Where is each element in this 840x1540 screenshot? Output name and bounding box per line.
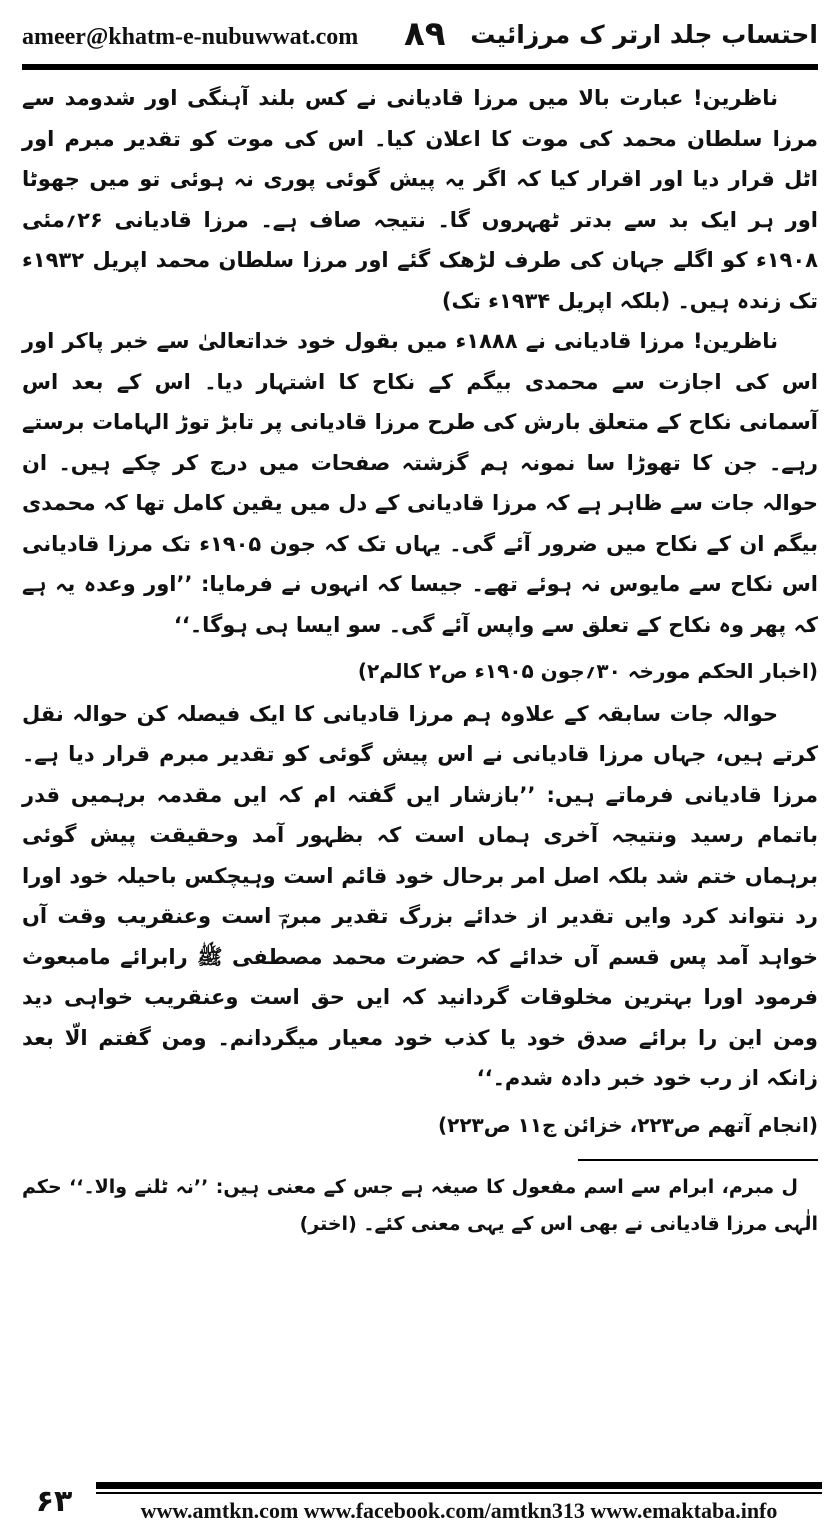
header-page-number: ۸۹ [404,14,446,54]
paragraph-3: حوالہ جات سابقہ کے علاوہ ہم مرزا قادیانی کا ایک فیصلہ کن حوالہ نقل کرتے ہیں، جہاں مرزا قادیانی نے اس پیش گوئی کو تقدیر مبرم قرار دیا ہے۔ مرزا قادیانی فرماتے ہیں: ’’بازشار ایں گفتہ ام کہ ایں مقدمہ برہمیں قدر باتمام رسید ونتیجہ آخری ہماں است کہ بظہور آمد وحقیقت پیش گوئی برہماں ختم شد بلکہ اصل امر برحال خود قائم است وہیچکس باحیلہ خود اورا رد نتواند کرد وایں تقدیر از خدائے بزرگ تقدیر مبرمؔ است وعنقریب وقت آں خواہد آمد پس قسم آں خدائے کہ حضرت محمد مصطفی ﷺ رابرائے مامبعوث فرمود اورا بہترین مخلوقات گردانید کہ ایں حق است وعنقریب خواہی دید ومن این را برائے صدق خود یا کذب خود معیار میگردانم۔ ومن گفتم الّا بعد زانکہ از رب خود خبر دادہ شدم۔‘‘ [22,701,818,1090]
paragraph-2: ناظرین! مرزا قادیانی نے ۱۸۸۸ء میں بقول خود خداتعالیٰ سے خبر پاکر اور اس کی اجازت سے محمدی بیگم کے نکاح کا اشتہار دیا۔ اس کے بعد اس آسمانی نکاح کے متعلق بارش کی طرح مرزا قادیانی پر تابڑ توڑ الہامات برستے رہے۔ جن کا تھوڑا سا نمونہ ہم گزشتہ صفحات میں درج کر چکے ہیں۔ ان حوالہ جات سے ظاہر ہے کہ مرزا قادیانی کے دل میں یقین کامل تھا کہ محمدی بیگم ان کے نکاح میں ضرور آئے گی۔ یہاں تک کہ جون ۱۹۰۵ء تک مرزا قادیانی اس نکاح سے مایوس نہ ہوئے تھے۔ جیسا کہ انہوں نے فرمایا: ’’اور وعدہ یہ ہے کہ پھر وہ نکاح کے تعلق سے واپس آئے گی۔ سو ایسا ہی ہوگا۔‘‘ [22,329,819,637]
header-rule [22,64,818,70]
header-book-title: احتساب جلد ارتر ک مرزائیت [470,20,818,49]
footnote-divider [578,1159,818,1161]
page-header [22,14,818,64]
footer-rule [96,1482,822,1489]
footnote: ل مبرم، ابرام سے اسم مفعول کا صیغہ ہے جس کے معنی ہیں: ’’نہ ٹلنے والا۔‘‘ حکم الٰہی مرزا قادیانی نے بھی اس کے یہی معنی کئے۔ (اختر) [22,1176,818,1235]
citation-1: (اخبار الحکم مورخہ ۳۰؍جون ۱۹۰۵ء ص۲ کالم۲) [357,659,818,683]
footer-rule-thin [96,1492,822,1494]
header-email: ameer@khatm-e-nubuwwat.com [22,24,359,50]
page-footer [18,1482,822,1528]
citation-2: (انجام آتھم ص۲۲۳، خزائن ج۱۱ ص۲۲۳) [437,1112,818,1137]
footer-urls: www.amtkn.com www.facebook.com/amtkn313 www.emaktaba.info [140,1498,778,1523]
paragraph-1: ناظرین! عبارت بالا میں مرزا قادیانی نے کس بلند آہنگی اور شدومد سے مرزا سلطان محمد کی موت کا اعلان کیا۔ اس کی موت کو تقدیر مبرم اور اٹل قرار دیا اور اقرار کیا کہ اگر یہ پیش گوئی پوری نہ ہوئی تو میں جھوٹا اور ہر ایک بد سے بدتر ٹھہروں گا۔ نتیجہ صاف ہے۔ مرزا قادیانی ۲۶؍مئی ۱۹۰۸ء کو اگلے جہان کی طرف لڑھک گئے اور مرزا سلطان محمد اپریل ۱۹۳۲ء تک زندہ ہیں۔ (بلکہ اپریل ۱۹۳۴ء تک) [22,86,818,313]
page-body [22,78,818,1243]
footer-page-number: ۶۳ [35,1484,73,1519]
